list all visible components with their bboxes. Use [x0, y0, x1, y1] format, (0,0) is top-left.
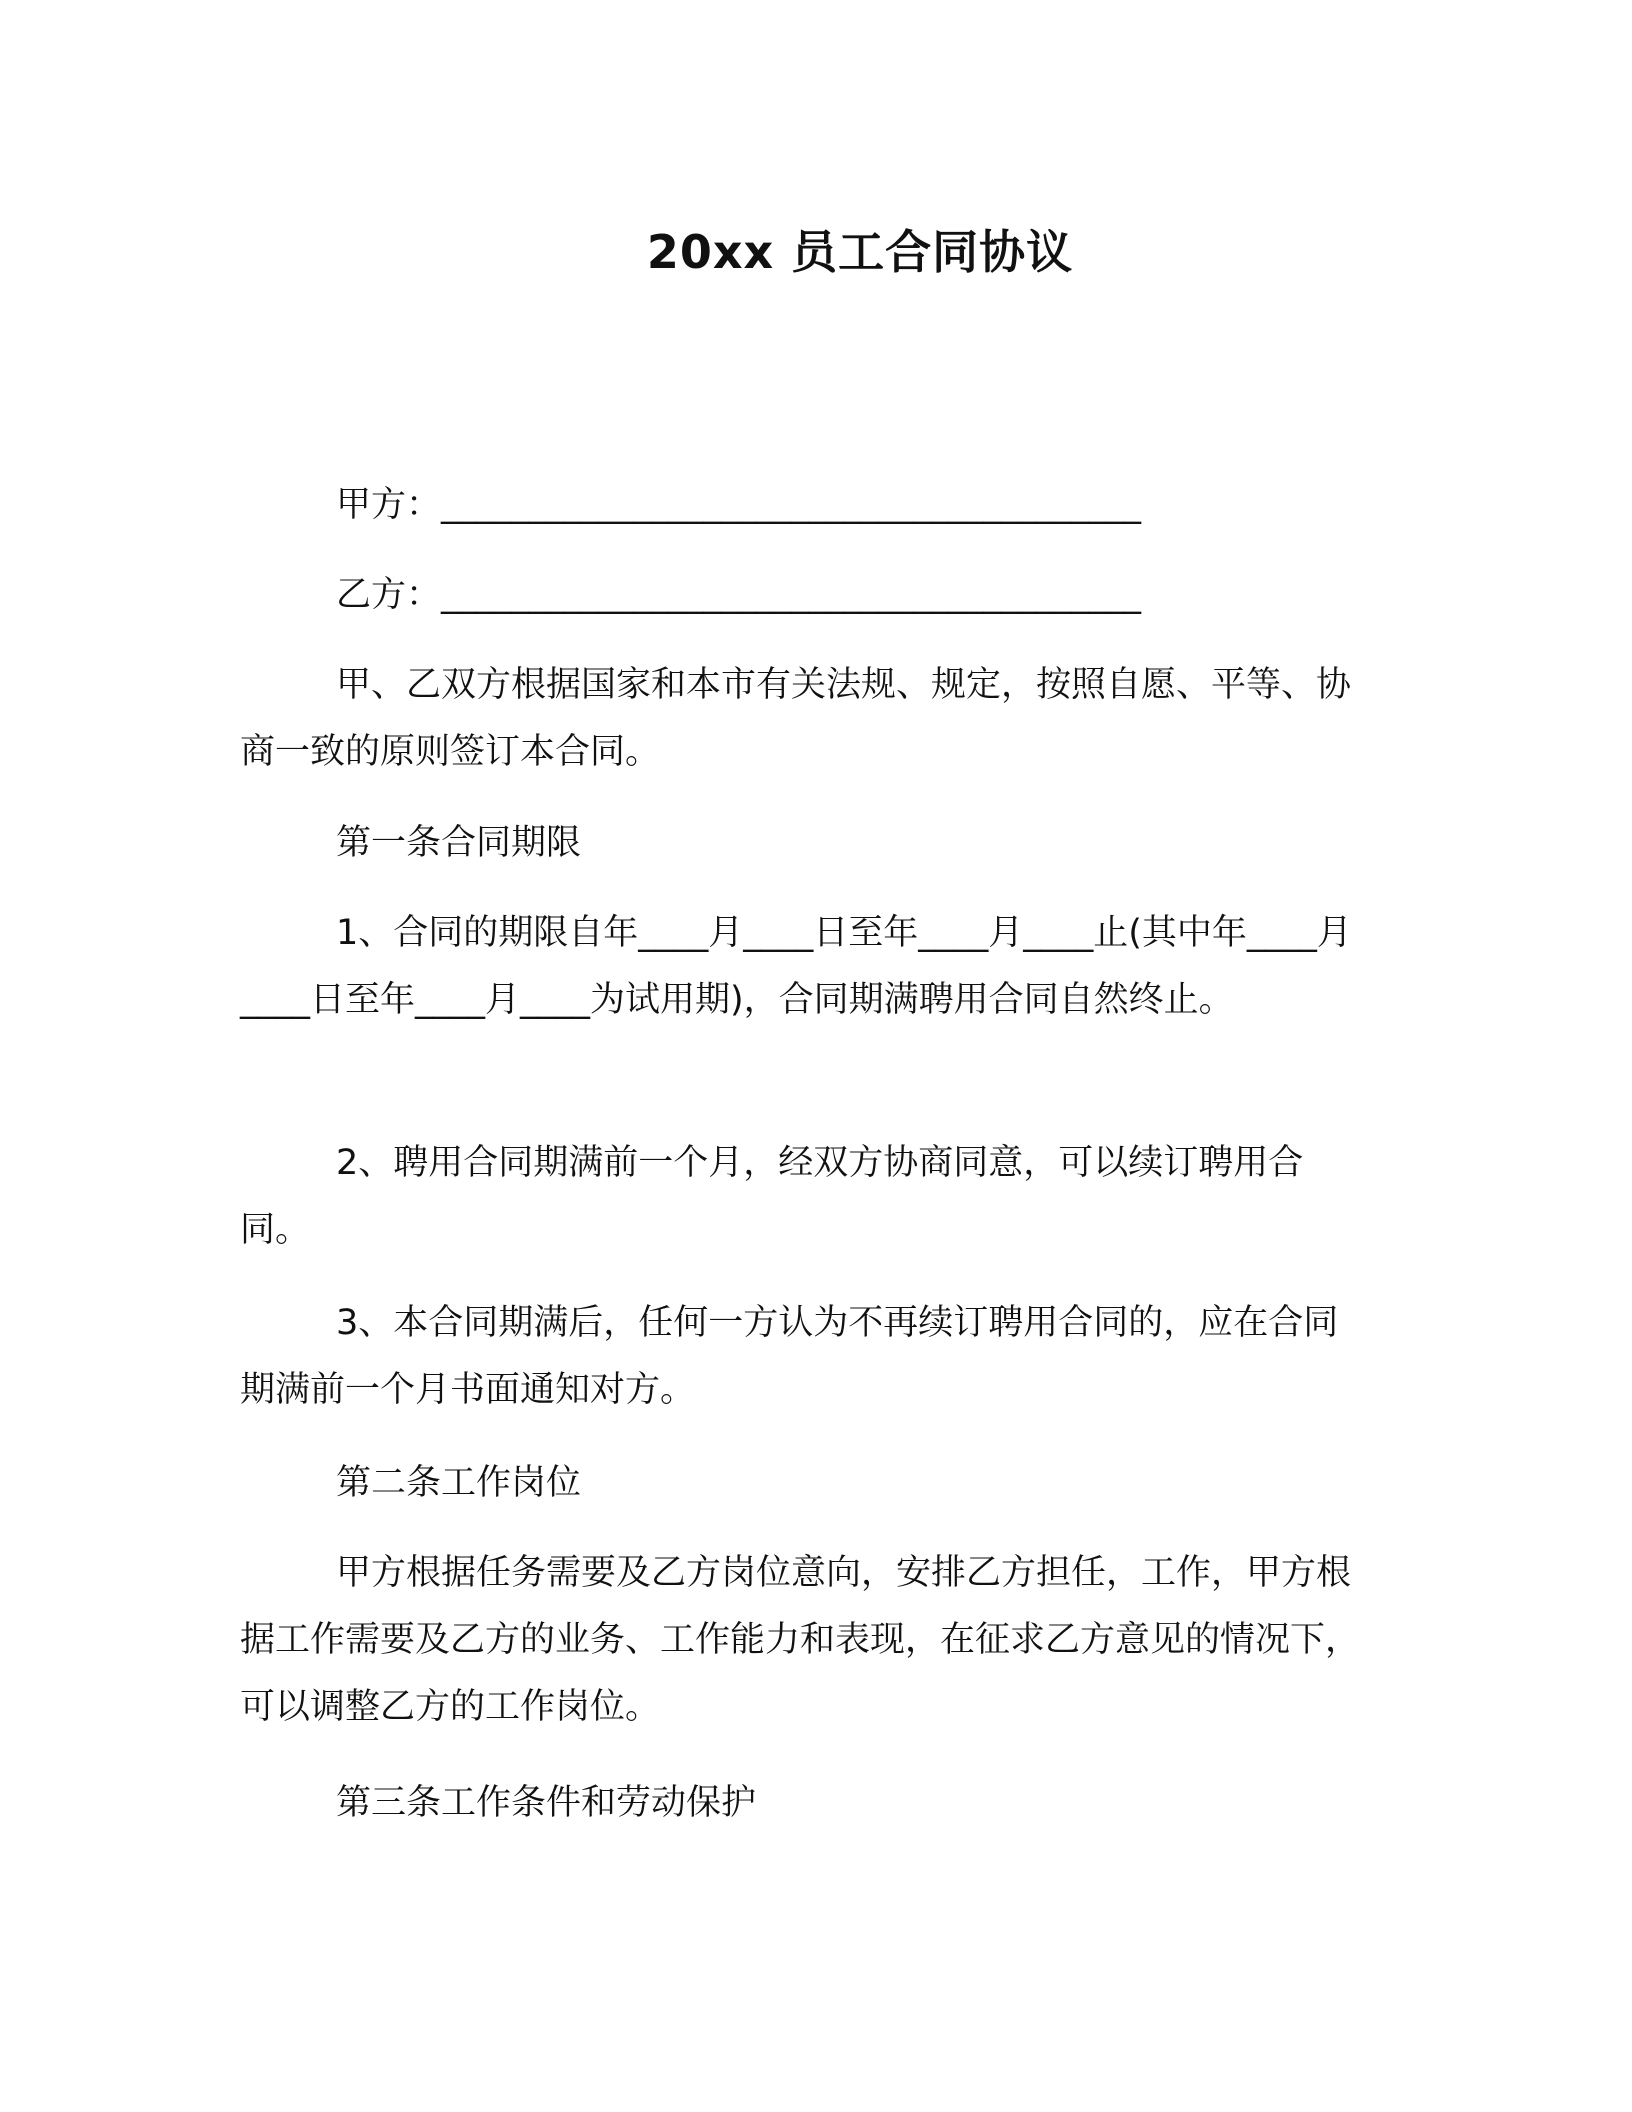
article3-heading: 第三条工作条件和劳动保护 [336, 1783, 757, 1823]
article1-heading: 第一条合同期限 [336, 823, 582, 863]
document-title: 20xx 员工合同协议 [646, 225, 1074, 279]
party-b-line: 乙方：________________________________________ [336, 575, 1142, 615]
party-a-line: 甲方：________________________________________ [336, 485, 1142, 525]
intro-paragraph: 甲、乙双方根据国家和本市有关法规、规定，按照自愿、平等、协商一致的原则签订本合同。 [240, 665, 1352, 772]
article2-paragraph: 甲方根据任务需要及乙方岗位意向，安排乙方担任，工作，甲方根据工作需要及乙方的业务、工作能力和表现，在征求乙方意见的情况下，可以调整乙方的工作岗位。 [240, 1553, 1361, 1727]
article1-item1: 1、合同的期限自年____月____日至年____月____止(其中年____月____日至年____月____为试用期)，合同期满聘用合同自然终止。 [240, 913, 1352, 1020]
article1-item2: 2、聘用合同期满前一个月，经双方协商同意，可以续订聘用合同。 [240, 1143, 1304, 1250]
article1-item3: 3、本合同期满后，任何一方认为不再续订聘用合同的，应在合同期满前一个月书面通知对方。 [240, 1303, 1339, 1410]
article2-heading: 第二条工作岗位 [336, 1463, 582, 1503]
